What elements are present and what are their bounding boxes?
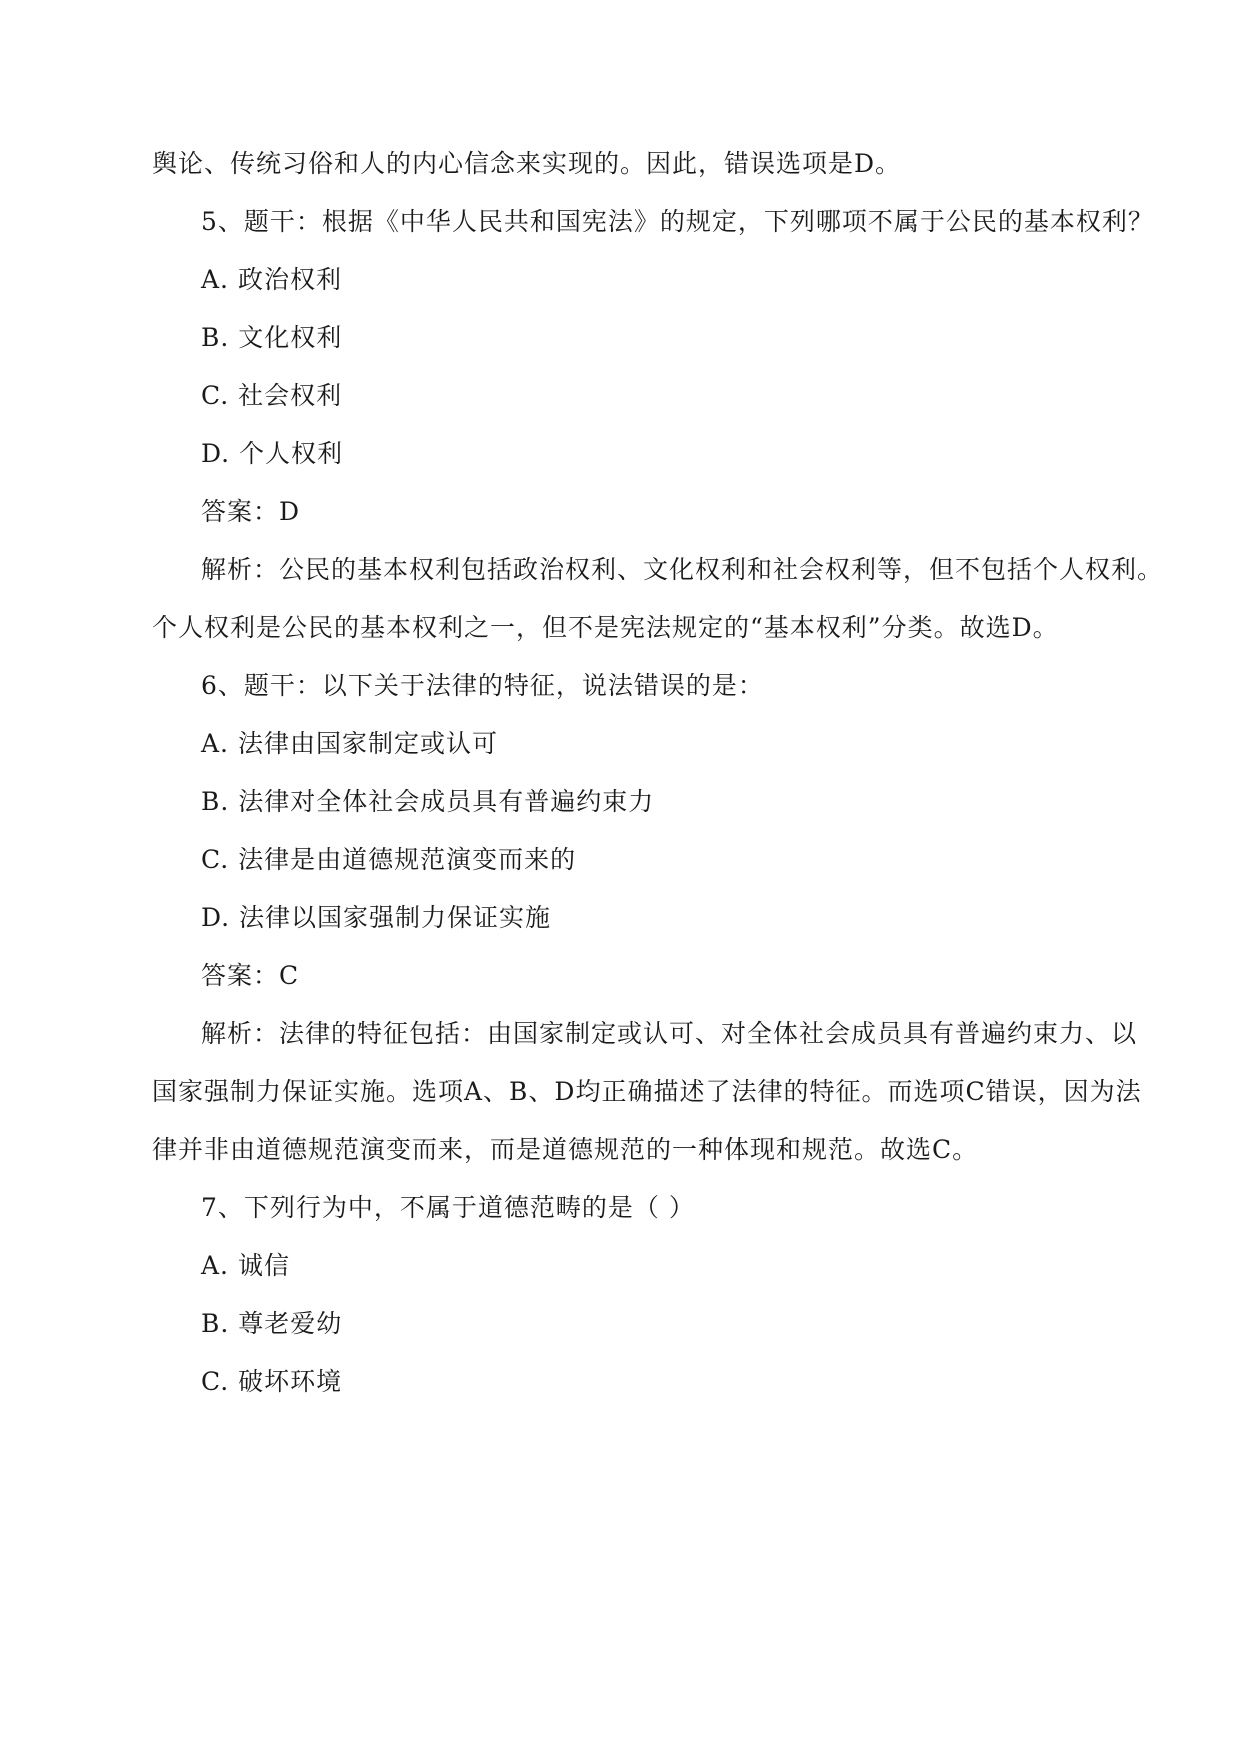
question-6-option-a: A. 法律由国家制定或认可 [201,729,498,758]
question-5-option-b: B. 文化权利 [201,323,343,352]
question-5-stem: 5、题干：根据《中华人民共和国宪法》的规定，下列哪项不属于公民的基本权利？ [201,207,1154,236]
paragraph-continuation: 舆论、传统习俗和人的内心信念来实现的。因此，错误选项是D。 [152,149,902,178]
question-6-answer: 答案：C [201,961,300,990]
question-7-option-c: C. 破坏环境 [201,1367,343,1396]
question-6-option-b: B. 法律对全体社会成员具有普遍约束力 [201,787,655,816]
question-5-option-c: C. 社会权利 [201,381,343,410]
question-5-answer: 答案：D [201,497,301,526]
question-5-explanation: 解析：公民的基本权利包括政治权利、文化权利和社会权利等，但不包括个人权利。 [201,555,1164,584]
question-5-option-a: A. 政治权利 [201,265,342,294]
question-7-option-a: A. 诚信 [201,1251,290,1280]
question-6-option-c: C. 法律是由道德规范演变而来的 [201,845,577,874]
question-7-stem: 7、下列行为中，不属于道德范畴的是（ ） [201,1193,695,1222]
question-6-option-d: D. 法律以国家强制力保证实施 [201,903,552,932]
question-6-explanation-cont-1: 国家强制力保证实施。选项A、B、D均正确描述了法律的特征。而选项C错误，因为法 [152,1077,1142,1106]
question-6-explanation-cont-2: 律并非由道德规范演变而来，而是道德规范的一种体现和规范。故选C。 [152,1135,979,1164]
question-6-explanation: 解析：法律的特征包括：由国家制定或认可、对全体社会成员具有普遍约束力、以 [201,1019,1138,1048]
question-6-stem: 6、题干：以下关于法律的特征，说法错误的是： [201,671,764,700]
question-5-explanation-cont: 个人权利是公民的基本权利之一，但不是宪法规定的“基本权利”分类。故选D。 [152,613,1059,642]
question-7-option-b: B. 尊老爱幼 [201,1309,343,1338]
question-5-option-d: D. 个人权利 [201,439,344,468]
